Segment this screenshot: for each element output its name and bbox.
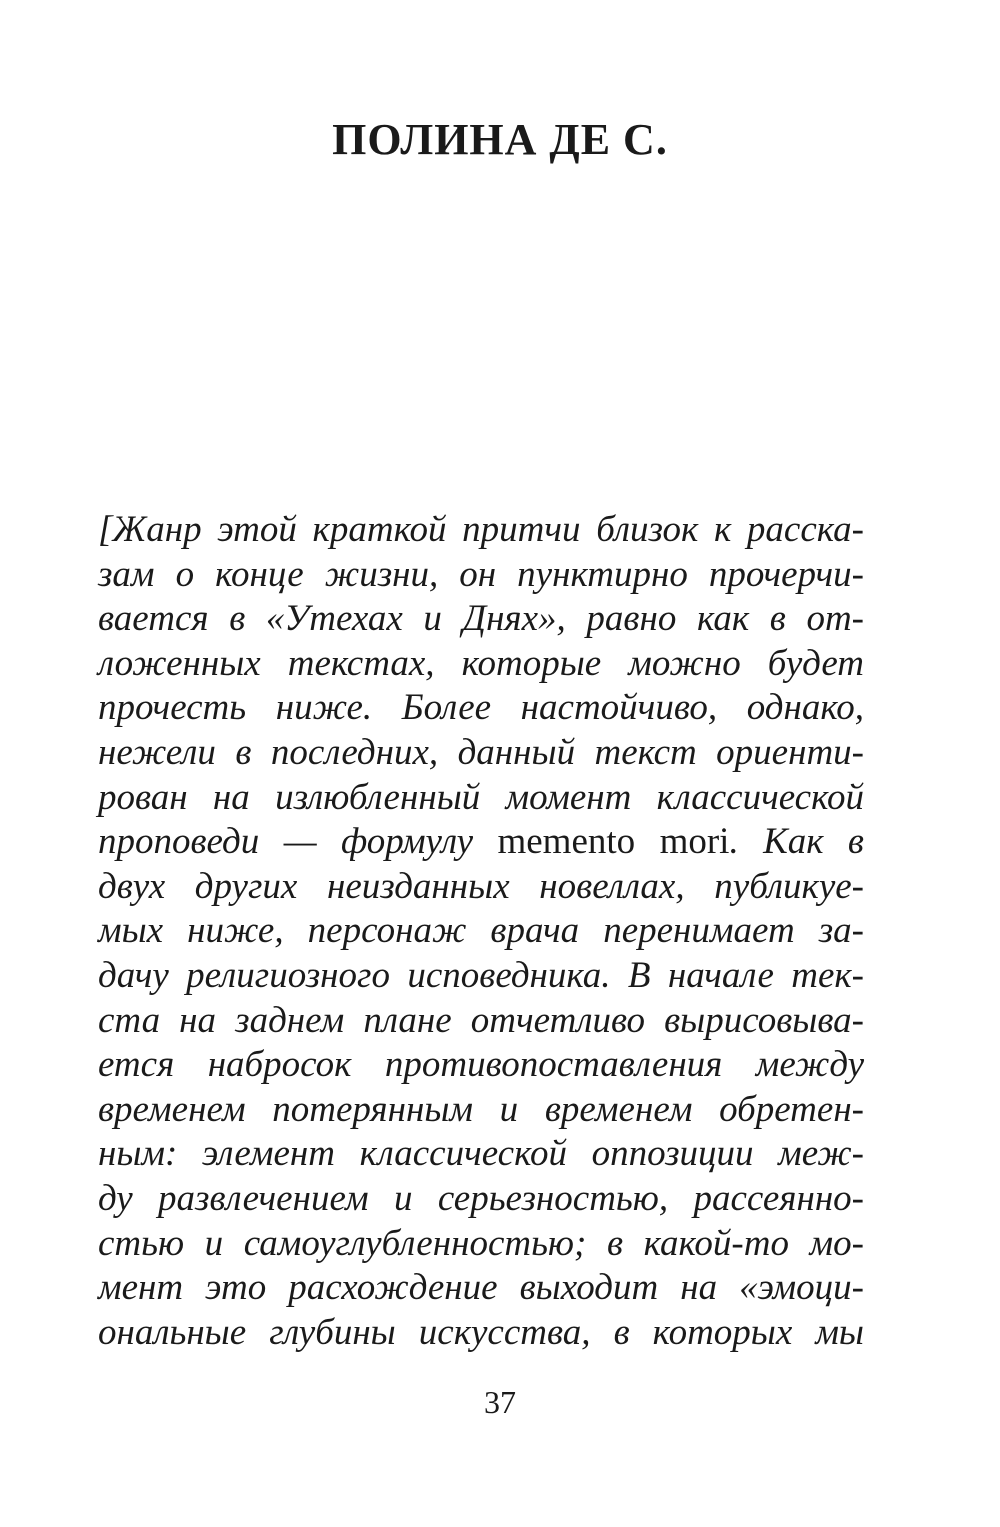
text-line: стью и самоуглубленностью; в какой-то мо- xyxy=(98,1222,864,1264)
latin-phrase: memento mori xyxy=(497,821,730,863)
text-line: временем потерянным и временем обретен- xyxy=(98,1088,864,1130)
text-line: вается в «Утехах и Днях», равно как в от- xyxy=(98,598,864,640)
text-line: дачу религиозного исповедника. В начале тек- xyxy=(98,954,864,996)
text-line: прочесть ниже. Более настойчиво, однако, xyxy=(98,687,864,729)
text-line: мент это расхождение выходит на «эмоци- xyxy=(98,1267,864,1309)
text-fragment: . Как в xyxy=(729,821,864,863)
text-line: мых ниже, персонаж врача перенимает за- xyxy=(98,910,864,952)
text-line: ется набросок противопоставления между xyxy=(98,1044,864,1086)
text-line: двух других неизданных новеллах, публикуе- xyxy=(98,865,864,907)
chapter-title: ПОЛИНА ДЕ С. xyxy=(332,115,668,164)
text-fragment: проповеди — формулу xyxy=(98,821,474,863)
text-line: ональные глубины искусства, в которых мы xyxy=(98,1311,864,1353)
text-line: нежели в последних, данный текст ориенти- xyxy=(98,731,864,773)
page-number: 37 xyxy=(484,1384,516,1420)
text-line: ста на заднем плане отчетливо вырисовыва- xyxy=(98,999,864,1041)
text-line-mixed xyxy=(98,820,864,865)
text-line: ным: элемент классической оппозиции меж- xyxy=(98,1133,864,1175)
body-paragraph xyxy=(98,508,864,1355)
text-line: [Жанр этой краткой притчи близок к расска- xyxy=(98,509,864,550)
text-line: ду развлечением и серьезностью, рассеянно- xyxy=(98,1177,864,1219)
text-line: рован на излюбленный момент классической xyxy=(98,776,864,818)
text-line: зам о конце жизни, он пунктирно прочерчи- xyxy=(98,553,864,595)
text-line: ложенных текстах, которые можно будет xyxy=(98,642,864,684)
